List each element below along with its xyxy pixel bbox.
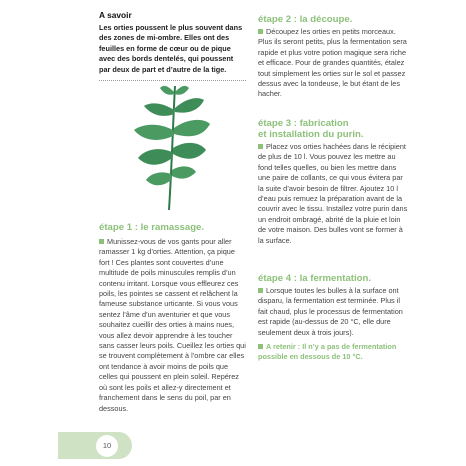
page-tab bbox=[58, 432, 132, 459]
step1-body: Munissez-vous de vos gants pour aller ramasser 1 kg d’orties. Attention, ça pique fort ! Ces plantes sont couvertes d’une multitude de poils minuscules remplis d’un contenu irritant. Lorsque vous effleurez ces poils, les pointes se cassent et relâchent la fameuse substance urticante. Si vous vous sentez l’âme d’un aventurier et que vous souhaitez cueillir des orties à mains nues, vous allez devoir apprendre à les toucher sans casser leurs poils. Cueillez les orties qui se trouvent complètement à l’ombre car elles ont tendance à avoir moins de poils que celles qui poussent en plein soleil. Repérez où sont les poils et allez-y directement et franchement dans le sens du poil, par en dessous. bbox=[99, 237, 246, 413]
step2-text bbox=[258, 27, 408, 100]
step3-title-line2: et installation du purin. bbox=[258, 129, 364, 140]
sidebar-text: Les orties poussent le plus souvent dans des zones de mi-ombre. Elles ont des feuilles en forme de cœur ou de pique avec des bords dentelés, qui poussent par deux de part et d’autre de la tige. bbox=[99, 23, 243, 74]
green-square-bullet-icon bbox=[258, 29, 263, 34]
step4-note-text: A retenir : Il n’y a pas de fermentation possible en dessous de 10 °C. bbox=[258, 342, 397, 362]
step3-title-line1: étape 3 : fabrication bbox=[258, 118, 349, 129]
step3-section bbox=[258, 118, 408, 246]
step1-title: étape 1 : le ramassage. bbox=[99, 222, 205, 233]
step2-section bbox=[258, 14, 408, 100]
step1-text bbox=[99, 237, 246, 414]
step4-section bbox=[258, 273, 408, 363]
step2-title: étape 2 : la découpe. bbox=[258, 14, 353, 25]
green-square-bullet-icon bbox=[99, 239, 104, 244]
sidebar-title: A savoir bbox=[99, 10, 132, 20]
sidebar-box bbox=[99, 10, 246, 81]
green-square-bullet-icon bbox=[258, 288, 263, 293]
green-square-bullet-icon bbox=[258, 344, 263, 349]
step4-note bbox=[258, 342, 408, 363]
step4-body: Lorsque toutes les bulles à la surface ont disparu, la fermentation est terminée. Plus il fait chaud, plus le processus de fermentation est rapide (au-dessus de 20 °C, elle dure seulement deux à trois jours). bbox=[258, 286, 403, 337]
step3-text bbox=[258, 142, 408, 246]
page-number: 10 bbox=[96, 435, 118, 457]
step4-text bbox=[258, 286, 408, 338]
sidebar-divider bbox=[99, 80, 246, 81]
green-square-bullet-icon bbox=[258, 144, 263, 149]
step3-body: Placez vos orties hachées dans le récipient de plus de 10 l. Vous pouvez les mettre au fond telles quelles, ou bien les mettre dans une paire de collants, ce qui vous évitera par la suite d’avoir besoin de filtrer. Ajoutez 10 l d’eau puis remuez la préparation avant de la couvrir avec le tissu. Installez votre purin dans un endroit ombragé, abrité de la pluie et loin de votre maison. Des bulles vont se former à la surface. bbox=[258, 142, 408, 245]
step4-title: étape 4 : la fermentation. bbox=[258, 273, 372, 284]
step2-body: Découpez les orties en petits morceaux. Plus ils seront petits, plus la fermentation sera rapide et plus votre potion magique sera riche et efficace. Pour de grandes quantités, étalez tout simplement les orties sur le sol et passez dessus avec la tondeuse, le but étant de les hacher. bbox=[258, 27, 407, 99]
nettle-plant-icon bbox=[128, 82, 214, 212]
step1-section bbox=[99, 222, 246, 414]
